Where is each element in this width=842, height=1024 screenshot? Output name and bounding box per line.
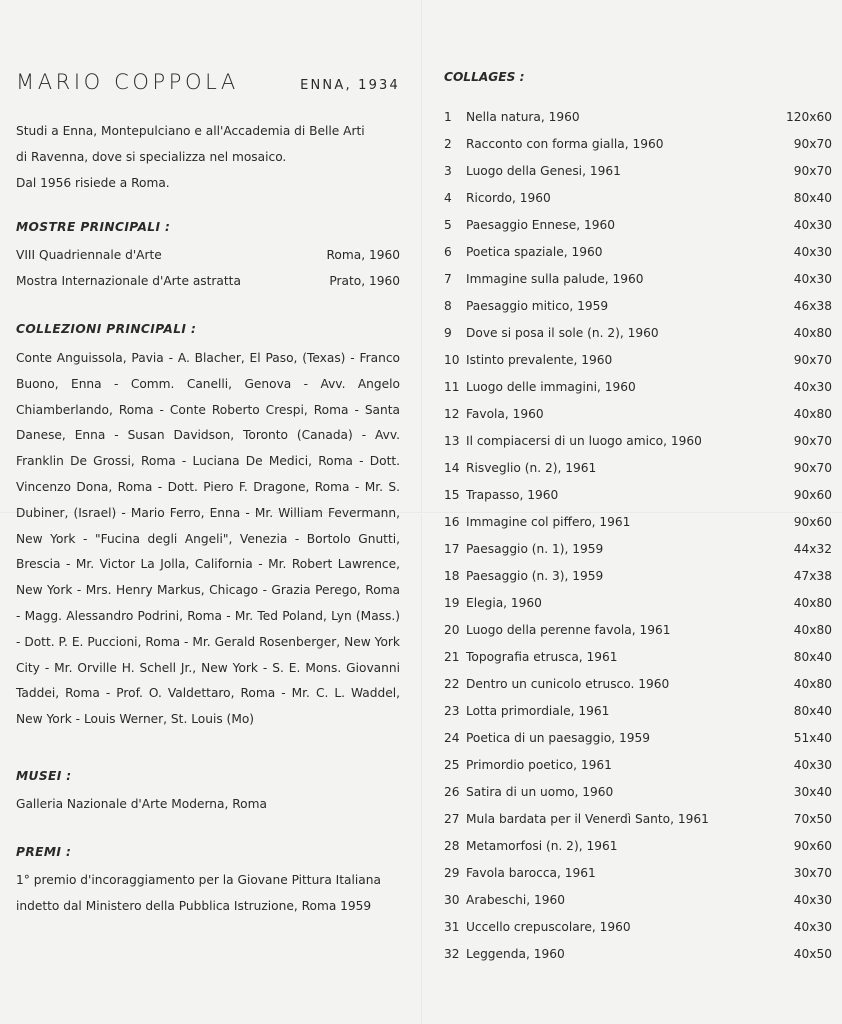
collage-item bbox=[444, 779, 832, 806]
collage-number: 8 bbox=[444, 299, 452, 313]
awards-title: PREMI : bbox=[16, 844, 72, 859]
collage-title: Metamorfosi (n. 2), 1961 bbox=[466, 839, 618, 853]
collages-title: COLLAGES : bbox=[444, 70, 525, 84]
collage-size: 90x70 bbox=[793, 353, 832, 367]
collage-number: 6 bbox=[444, 245, 452, 259]
exhibition-row bbox=[16, 268, 400, 294]
biography bbox=[16, 118, 400, 196]
collage-item bbox=[444, 266, 832, 293]
museums-text: Galleria Nazionale d'Arte Moderna, Roma bbox=[16, 796, 267, 811]
collage-number: 11 bbox=[444, 380, 460, 394]
collage-title: Poetica spaziale, 1960 bbox=[466, 245, 603, 259]
collage-number: 26 bbox=[444, 785, 460, 799]
collage-title: Immagine sulla palude, 1960 bbox=[466, 272, 644, 286]
collage-size: 90x70 bbox=[793, 434, 832, 448]
collage-number: 24 bbox=[444, 731, 460, 745]
collage-size: 80x40 bbox=[793, 650, 832, 664]
collage-item bbox=[444, 482, 832, 509]
collage-item bbox=[444, 104, 832, 131]
collage-number: 14 bbox=[444, 461, 460, 475]
collage-item bbox=[444, 536, 832, 563]
collage-size: 90x60 bbox=[793, 488, 832, 502]
awards-text: 1° premio d'incoraggiamento per la Giovane Pittura Italiana indetto dal Ministero della Pubblica Istruzione, Roma 1959 bbox=[16, 872, 381, 913]
collage-size: 40x30 bbox=[793, 893, 832, 907]
collage-title: Topografia etrusca, 1961 bbox=[466, 650, 618, 664]
collage-size: 80x40 bbox=[793, 704, 832, 718]
exhibition-name: Mostra Internazionale d'Arte astratta bbox=[16, 274, 241, 288]
collage-title: Satira di un uomo, 1960 bbox=[466, 785, 614, 799]
collage-title: Paesaggio (n. 3), 1959 bbox=[466, 569, 604, 583]
collage-number: 7 bbox=[444, 272, 452, 286]
collage-number: 19 bbox=[444, 596, 460, 610]
collage-size: 40x80 bbox=[793, 623, 832, 637]
collage-number: 16 bbox=[444, 515, 460, 529]
collage-size: 51x40 bbox=[793, 731, 832, 745]
collage-size: 40x80 bbox=[793, 677, 832, 691]
collage-title: Il compiacersi di un luogo amico, 1960 bbox=[466, 434, 702, 448]
collage-title: Trapasso, 1960 bbox=[466, 488, 559, 502]
collage-item bbox=[444, 158, 832, 185]
collage-number: 27 bbox=[444, 812, 460, 826]
collage-title: Dove si posa il sole (n. 2), 1960 bbox=[466, 326, 659, 340]
collage-title: Arabeschi, 1960 bbox=[466, 893, 565, 907]
collage-title: Risveglio (n. 2), 1961 bbox=[466, 461, 597, 475]
collage-number: 4 bbox=[444, 191, 452, 205]
collage-item bbox=[444, 212, 832, 239]
collage-number: 12 bbox=[444, 407, 460, 421]
collage-item bbox=[444, 239, 832, 266]
collage-size: 40x30 bbox=[793, 920, 832, 934]
collage-title: Paesaggio Ennese, 1960 bbox=[466, 218, 616, 232]
collage-number: 1 bbox=[444, 110, 452, 124]
awards-section bbox=[16, 845, 400, 919]
left-column bbox=[16, 70, 400, 919]
collage-number: 2 bbox=[444, 137, 452, 151]
artist-birth: ENNA, 1934 bbox=[300, 78, 400, 93]
artist-name: MARIO COPPOLA bbox=[16, 70, 239, 94]
collage-size: 40x30 bbox=[793, 272, 832, 286]
exhibitions-title: MOSTRE PRINCIPALI : bbox=[16, 220, 171, 234]
collage-title: Luogo della Genesi, 1961 bbox=[466, 164, 621, 178]
artist-header bbox=[16, 70, 400, 104]
collage-item bbox=[444, 374, 832, 401]
bio-line: di Ravenna, dove si specializza nel mosaico. bbox=[16, 150, 287, 164]
collage-number: 15 bbox=[444, 488, 460, 502]
collage-size: 90x70 bbox=[793, 164, 832, 178]
collage-item bbox=[444, 590, 832, 617]
collage-size: 30x70 bbox=[793, 866, 832, 880]
collage-item bbox=[444, 941, 832, 968]
collage-size: 120x60 bbox=[786, 110, 832, 124]
collage-item bbox=[444, 401, 832, 428]
collage-item bbox=[444, 293, 832, 320]
collage-item bbox=[444, 752, 832, 779]
collage-number: 32 bbox=[444, 947, 460, 961]
collage-size: 40x30 bbox=[793, 218, 832, 232]
collage-size: 90x70 bbox=[793, 137, 832, 151]
collage-title: Dentro un cunicolo etrusco. 1960 bbox=[466, 677, 670, 691]
collage-number: 22 bbox=[444, 677, 460, 691]
right-column bbox=[444, 70, 832, 968]
collage-item bbox=[444, 644, 832, 671]
bio-line: Dal 1956 risiede a Roma. bbox=[16, 176, 170, 190]
collage-title: Lotta primordiale, 1961 bbox=[466, 704, 610, 718]
collage-item bbox=[444, 725, 832, 752]
bio-line: Studi a Enna, Montepulciano e all'Accademia di Belle Arti bbox=[16, 124, 365, 138]
collage-title: Favola barocca, 1961 bbox=[466, 866, 596, 880]
collage-item bbox=[444, 860, 832, 887]
collage-number: 17 bbox=[444, 542, 460, 556]
collage-number: 18 bbox=[444, 569, 460, 583]
collage-size: 70x50 bbox=[793, 812, 832, 826]
collage-size: 40x80 bbox=[793, 596, 832, 610]
collage-size: 90x70 bbox=[793, 461, 832, 475]
collage-item bbox=[444, 185, 832, 212]
collage-number: 3 bbox=[444, 164, 452, 178]
collage-title: Paesaggio (n. 1), 1959 bbox=[466, 542, 604, 556]
collage-size: 90x60 bbox=[793, 515, 832, 529]
collage-size: 40x80 bbox=[793, 407, 832, 421]
exhibition-place: Roma, 1960 bbox=[326, 248, 400, 262]
collage-title: Luogo delle immagini, 1960 bbox=[466, 380, 636, 394]
collage-title: Racconto con forma gialla, 1960 bbox=[466, 137, 664, 151]
collage-title: Primordio poetico, 1961 bbox=[466, 758, 612, 772]
collage-item bbox=[444, 347, 832, 374]
collage-title: Nella natura, 1960 bbox=[466, 110, 580, 124]
collage-number: 23 bbox=[444, 704, 460, 718]
collage-number: 9 bbox=[444, 326, 452, 340]
collage-title: Luogo della perenne favola, 1961 bbox=[466, 623, 671, 637]
collage-item bbox=[444, 914, 832, 941]
collage-item bbox=[444, 887, 832, 914]
collage-item bbox=[444, 698, 832, 725]
collage-item bbox=[444, 833, 832, 860]
collections-title: COLLEZIONI PRINCIPALI : bbox=[16, 322, 197, 336]
collections-text: Conte Anguissola, Pavia - A. Blacher, El Paso, (Texas) - Franco Buono, Enna - Comm. Canelli, Genova - Avv. Angelo Chiamberlando, Roma - Conte Roberto Crespi, Roma - Santa Danese, Enna - Susan Davidson, Toronto (Canada) - Avv. Franklin De Grossi, Roma - Luciana De Medici, Roma - Dott. Vincenzo Dona, Roma - Dott. Piero F. Dragone, Roma - Mr. S. Dubiner, (Israel) - Mario Ferro, Enna - Mr. William Fevermann, New York - "Fucina degli Angeli", Venezia - Bortolo Gnutti, Brescia - Mr. Victor La Jolla, California - Mr. Robert Lawrence, New York - Mrs. Henry Markus, Chicago - Grazia Perego, Roma - Magg. Alessandro Podrini, Roma - Mr. Ted Poland, Lyn (Mass.) - Dott. P. E. Puccioni, Roma - Mr. Gerald Rosenberger, New York City - Mr. Orville H. Schell Jr., New York - S. E. Mons. Giovanni Taddei, Roma - Prof. O. Valdettaro, Roma - Mr. C. L. Waddel, New York - Louis Werner, St. Louis (Mo) bbox=[16, 351, 400, 727]
collage-item bbox=[444, 617, 832, 644]
collage-item bbox=[444, 320, 832, 347]
collage-size: 46x38 bbox=[793, 299, 832, 313]
collage-number: 25 bbox=[444, 758, 460, 772]
exhibition-place: Prato, 1960 bbox=[329, 274, 400, 288]
collages-list bbox=[444, 104, 832, 968]
collage-size: 40x50 bbox=[793, 947, 832, 961]
collage-number: 10 bbox=[444, 353, 460, 367]
collage-number: 31 bbox=[444, 920, 460, 934]
collage-number: 20 bbox=[444, 623, 460, 637]
collage-title: Uccello crepuscolare, 1960 bbox=[466, 920, 631, 934]
collage-item bbox=[444, 563, 832, 590]
collage-title: Leggenda, 1960 bbox=[466, 947, 565, 961]
collage-number: 5 bbox=[444, 218, 452, 232]
collage-item bbox=[444, 455, 832, 482]
collage-size: 44x32 bbox=[793, 542, 832, 556]
collage-number: 29 bbox=[444, 866, 460, 880]
collage-size: 80x40 bbox=[793, 191, 832, 205]
collage-item bbox=[444, 509, 832, 536]
collections-section bbox=[16, 322, 400, 733]
exhibitions-section bbox=[16, 220, 400, 294]
collage-size: 40x80 bbox=[793, 326, 832, 340]
collage-title: Poetica di un paesaggio, 1959 bbox=[466, 731, 650, 745]
collage-item bbox=[444, 131, 832, 158]
collage-title: Paesaggio mitico, 1959 bbox=[466, 299, 609, 313]
exhibition-row bbox=[16, 242, 400, 268]
collage-number: 13 bbox=[444, 434, 460, 448]
collage-size: 40x30 bbox=[793, 758, 832, 772]
collage-size: 90x60 bbox=[793, 839, 832, 853]
collage-number: 28 bbox=[444, 839, 460, 853]
collage-size: 47x38 bbox=[793, 569, 832, 583]
collage-size: 40x30 bbox=[793, 380, 832, 394]
collage-number: 21 bbox=[444, 650, 460, 664]
collage-title: Mula bardata per il Venerdì Santo, 1961 bbox=[466, 812, 709, 826]
museums-section bbox=[16, 769, 400, 817]
collage-number: 30 bbox=[444, 893, 460, 907]
collage-title: Immagine col piffero, 1961 bbox=[466, 515, 631, 529]
collage-item bbox=[444, 428, 832, 455]
museums-title: MUSEI : bbox=[16, 768, 72, 783]
collage-title: Favola, 1960 bbox=[466, 407, 544, 421]
collage-title: Elegia, 1960 bbox=[466, 596, 542, 610]
collage-item bbox=[444, 671, 832, 698]
collage-size: 40x30 bbox=[793, 245, 832, 259]
exhibition-name: VIII Quadriennale d'Arte bbox=[16, 248, 162, 262]
collage-title: Istinto prevalente, 1960 bbox=[466, 353, 613, 367]
collage-title: Ricordo, 1960 bbox=[466, 191, 551, 205]
collage-item bbox=[444, 806, 832, 833]
collage-size: 30x40 bbox=[793, 785, 832, 799]
